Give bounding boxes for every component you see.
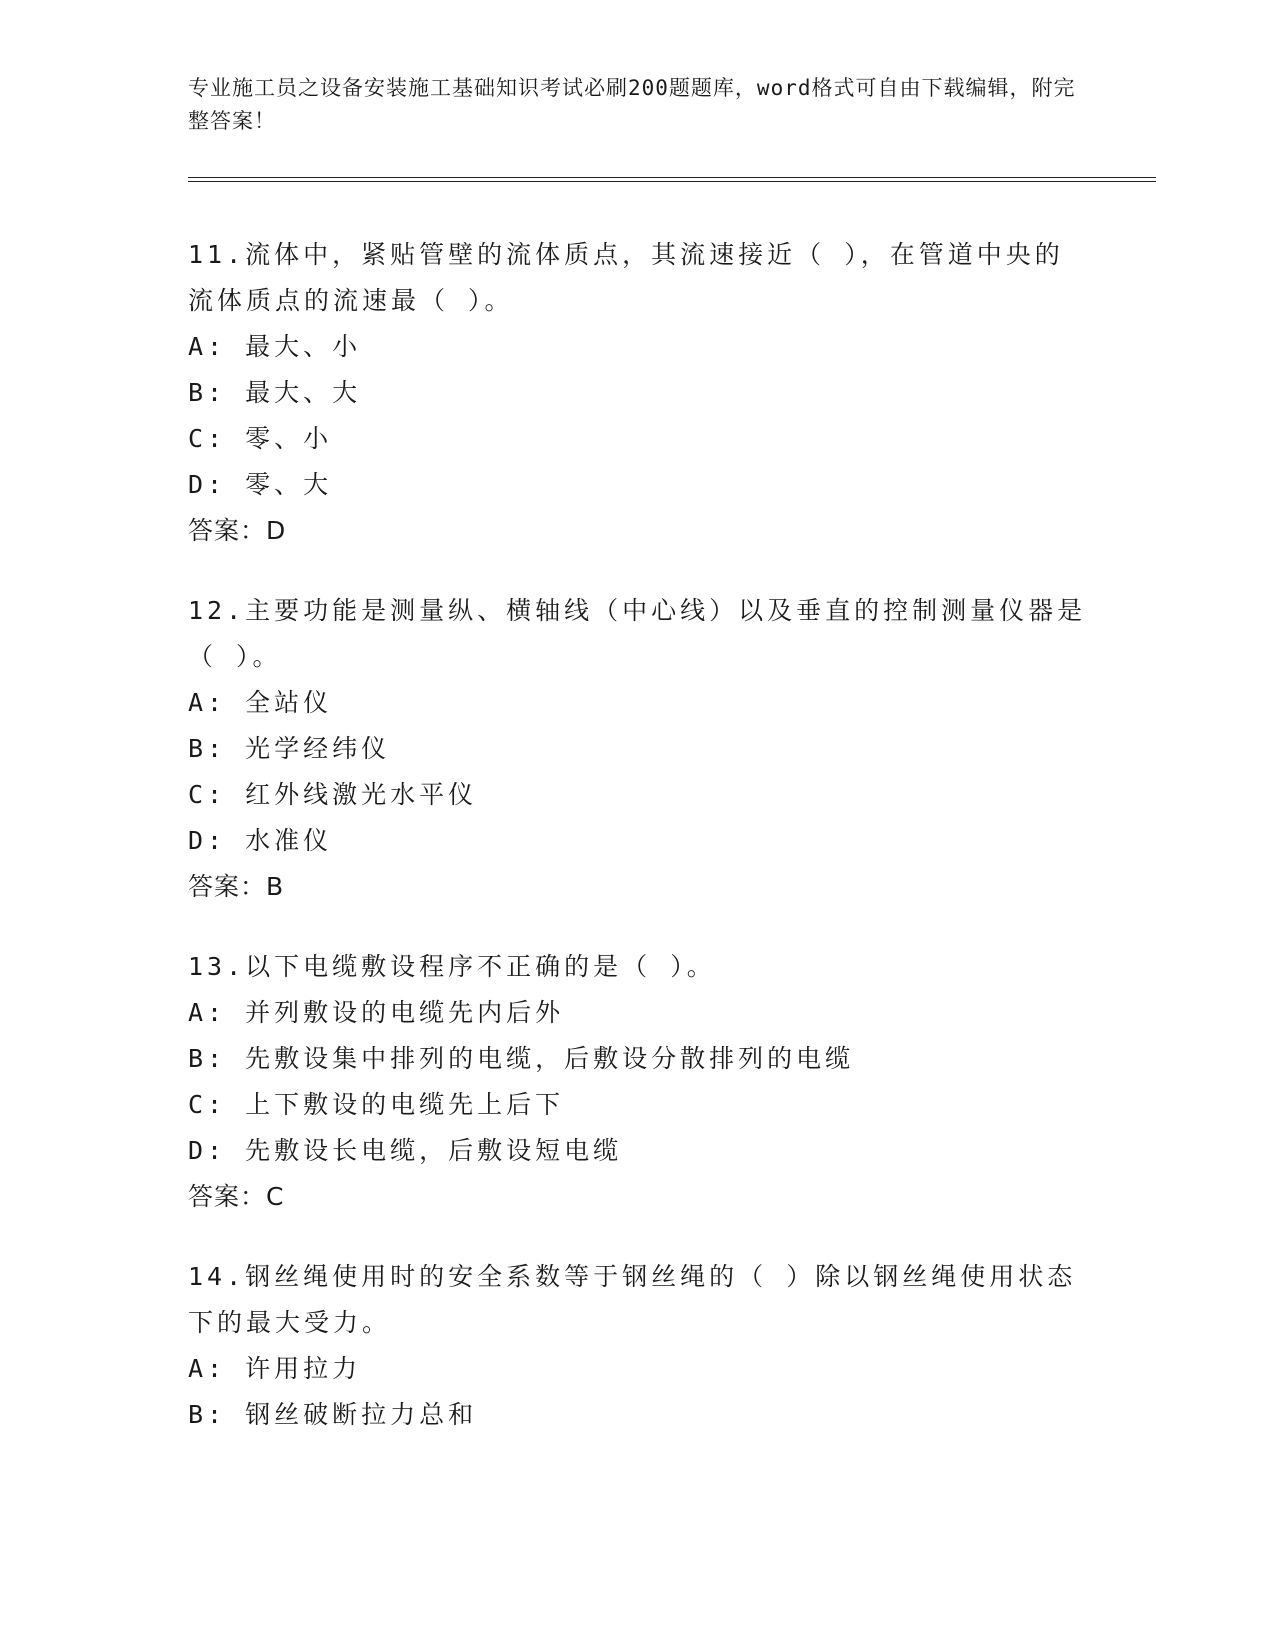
document-header (188, 72, 1078, 138)
question-11 (188, 232, 1088, 554)
option-d: D: 零、大 (188, 470, 333, 499)
document-title: 专业施工员之设备安装施工基础知识考试必刷200题题库，word格式可自由下载编辑，附完整答案！ (188, 76, 1076, 133)
question-text: 13.以下电缆敷设程序不正确的是（ ）。 (188, 952, 716, 981)
answer: 答案：B (188, 872, 285, 901)
answer: 答案：C (188, 1182, 285, 1211)
option-b: B: 最大、大 (188, 378, 362, 407)
header-divider (188, 177, 1156, 182)
option-c: C: 上下敷设的电缆先上后下 (188, 1090, 565, 1119)
option-b: B: 先敷设集中排列的电缆，后敷设分散排列的电缆 (188, 1044, 855, 1073)
answer: 答案：D (188, 516, 287, 545)
option-a: A: 全站仪 (188, 688, 333, 717)
option-b: B: 光学经纬仪 (188, 734, 391, 763)
option-d: D: 先敷设长电缆，后敷设短电缆 (188, 1136, 623, 1165)
question-14 (188, 1254, 1088, 1438)
option-a: A: 许用拉力 (188, 1354, 362, 1383)
question-text: 12.主要功能是测量纵、横轴线（中心线）以及垂直的控制测量仪器是（ ）。 (188, 596, 1087, 671)
option-a: A: 并列敷设的电缆先内后外 (188, 998, 565, 1027)
option-a: A: 最大、小 (188, 332, 362, 361)
question-text: 14.钢丝绳使用时的安全系数等于钢丝绳的（ ）除以钢丝绳使用状态下的最大受力。 (188, 1262, 1077, 1337)
question-text: 11.流体中，紧贴管壁的流体质点，其流速接近（ ），在管道中央的流体质点的流速最（ ）。 (188, 240, 1064, 315)
question-12 (188, 588, 1088, 910)
option-d: D: 水准仪 (188, 826, 333, 855)
question-13 (188, 944, 1088, 1220)
option-c: C: 红外线激光水平仪 (188, 780, 478, 809)
option-b: B: 钢丝破断拉力总和 (188, 1400, 478, 1429)
question-list (188, 232, 1088, 1472)
option-c: C: 零、小 (188, 424, 333, 453)
